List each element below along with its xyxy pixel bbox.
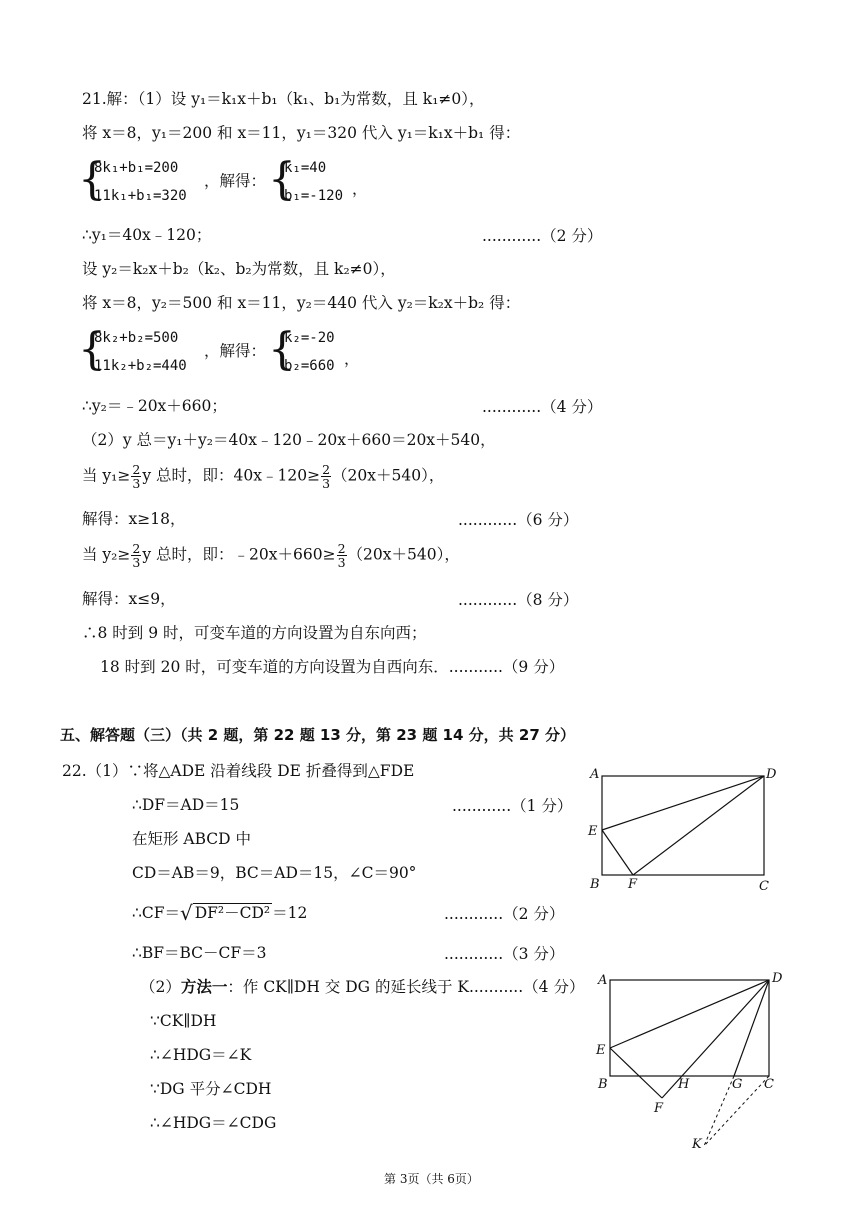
label-g: G xyxy=(732,1077,743,1092)
solution: k₂=-20 xyxy=(284,330,335,346)
q21-line-10: 当 y₂≥ $\frac{2}{3}$ y 总时，即：﹣20x＋660≥ $\frac{2}{3}$ （20x＋540）， xyxy=(82,541,460,570)
q21-line-6: ∴y₂＝﹣20x＋660； xyxy=(82,397,227,415)
punct: ， xyxy=(344,350,360,368)
q21-line-13: 18 时到 20 时，可变车道的方向设置为自西向东．...........（9 分） xyxy=(100,658,565,676)
q22-line-1: 22.（1）∵将△ADE 沿着线段 DE 折叠得到△FDE xyxy=(62,762,415,780)
sqrt-sign: √ xyxy=(179,901,193,925)
solve-text: ，解得： xyxy=(204,342,267,360)
score-mark: ............（4 分） xyxy=(482,398,603,416)
label-f: F xyxy=(654,1101,664,1116)
q21-line-2: 将 x＝8，y₁＝200 和 x＝11，y₁＝320 代入 y₁＝k₁x＋b₁ 得： xyxy=(82,124,521,142)
equation: 8k₂+b₂=500 xyxy=(94,330,179,346)
label-e: E xyxy=(588,824,598,839)
q22-line-9: ∴∠HDG＝∠K xyxy=(150,1046,252,1064)
sqrt-content: DF²－CD² xyxy=(194,904,271,922)
label-d: D xyxy=(772,971,783,986)
q22-line-2: ∴DF＝AD＝15 xyxy=(132,796,240,814)
segment-fd xyxy=(633,776,764,875)
segment-dg xyxy=(734,980,769,1076)
rectangle-abcd xyxy=(602,776,764,875)
segment-ed xyxy=(610,980,769,1048)
label-c: C xyxy=(764,1077,774,1092)
score-mark: ............（8 分） xyxy=(458,591,579,609)
solve-text: ，解得： xyxy=(204,172,267,190)
fraction: $\frac{2}{3}$ xyxy=(322,462,331,491)
label-f: F xyxy=(628,877,638,892)
q21-line-8: 当 y₁≥ $\frac{2}{3}$ y 总时，即：40x﹣120≥ $\frac{2}{3}$ （20x＋540）， xyxy=(82,462,445,491)
score-mark: ............（2 分） xyxy=(482,227,603,245)
score-mark: ............（6 分） xyxy=(458,511,579,529)
segment-ef xyxy=(602,830,633,875)
equation: 11k₁+b₁=320 xyxy=(94,188,187,204)
label-k: K xyxy=(692,1137,702,1150)
q21-line-1: 21.解：（1）设 y₁＝k₁x＋b₁（k₁、b₁为常数，且 k₁≠0）， xyxy=(82,90,485,108)
page-footer: 第 3页（共 6页） xyxy=(384,1172,479,1186)
label-d: D xyxy=(766,767,777,782)
q21-line-11: 解得：x≤9， xyxy=(82,590,176,608)
solution: k₁=40 xyxy=(284,160,327,176)
q22-line-6: ∴BF＝BC－CF＝3 xyxy=(132,944,267,962)
q21-line-9: 解得：x≥18， xyxy=(82,510,186,528)
q21-line-12: ∴8 时到 9 时，可变车道的方向设置为自东向西； xyxy=(82,624,427,642)
q22-line-3: 在矩形 ABCD 中 xyxy=(132,830,252,848)
q21-line-5: 将 x＝8，y₂＝500 和 x＝11，y₂＝440 代入 y₂＝k₂x＋b₂ 得： xyxy=(82,294,521,312)
brace: { xyxy=(268,154,296,205)
fraction: $\frac{2}{3}$ xyxy=(337,541,346,570)
q22-line-10: ∵DG 平分∠CDH xyxy=(150,1080,272,1098)
solution: b₁=-120 xyxy=(284,188,344,204)
q21-line-7: （2）y 总＝y₁＋y₂＝40x﹣120﹣20x＋660＝20x＋540， xyxy=(82,431,496,449)
score-mark: ............（1 分） xyxy=(452,797,573,815)
q22-line-11: ∴∠HDG＝∠CDG xyxy=(150,1114,277,1132)
label-c: C xyxy=(759,879,769,894)
label-h: H xyxy=(678,1077,690,1092)
brace: { xyxy=(78,154,106,205)
q22-line-8: ∵CK∥DH xyxy=(150,1012,217,1030)
label-a: A xyxy=(590,767,600,782)
label-e: E xyxy=(596,1043,606,1058)
rectangle-abcd xyxy=(610,980,769,1076)
q22-line-4: CD＝AB＝9，BC＝AD＝15，∠C＝90° xyxy=(132,864,417,882)
brace: { xyxy=(268,324,296,375)
segment-ed xyxy=(602,776,764,830)
brace: { xyxy=(78,324,106,375)
label-b: B xyxy=(598,1077,608,1092)
geometry-figure-1 xyxy=(586,764,786,894)
q21-line-4: 设 y₂＝k₂x＋b₂（k₂、b₂为常数，且 k₂≠0）， xyxy=(82,260,396,278)
fraction: $\frac{2}{3}$ xyxy=(132,462,141,491)
punct: ， xyxy=(352,180,368,198)
score-mark: ............（3 分） xyxy=(444,945,565,963)
score-mark: ............（2 分） xyxy=(444,905,565,923)
label-b: B xyxy=(590,877,600,892)
fraction: $\frac{2}{3}$ xyxy=(132,541,141,570)
geometry-figure-2 xyxy=(594,968,794,1150)
q22-line-5: ∴CF＝√ DF²－CD² ＝12 xyxy=(132,901,308,925)
label-a: A xyxy=(598,973,608,988)
equation: 8k₁+b₁=200 xyxy=(94,160,179,176)
solution: b₂=660 xyxy=(284,358,335,374)
segment-gk-dashed xyxy=(704,1076,734,1146)
equation: 11k₂+b₂=440 xyxy=(94,358,187,374)
q21-line-3: ∴y₁＝40x﹣120； xyxy=(82,226,212,244)
q22-line-7: （2）方法一：作 CK∥DH 交 DG 的延长线于 K...........（4 分） xyxy=(140,978,585,996)
section-heading: 五、解答题（三）（共 2 题，第 22 题 13 分，第 23 题 14 分，共 27 分） xyxy=(60,726,575,744)
segment-ef xyxy=(610,1048,662,1098)
